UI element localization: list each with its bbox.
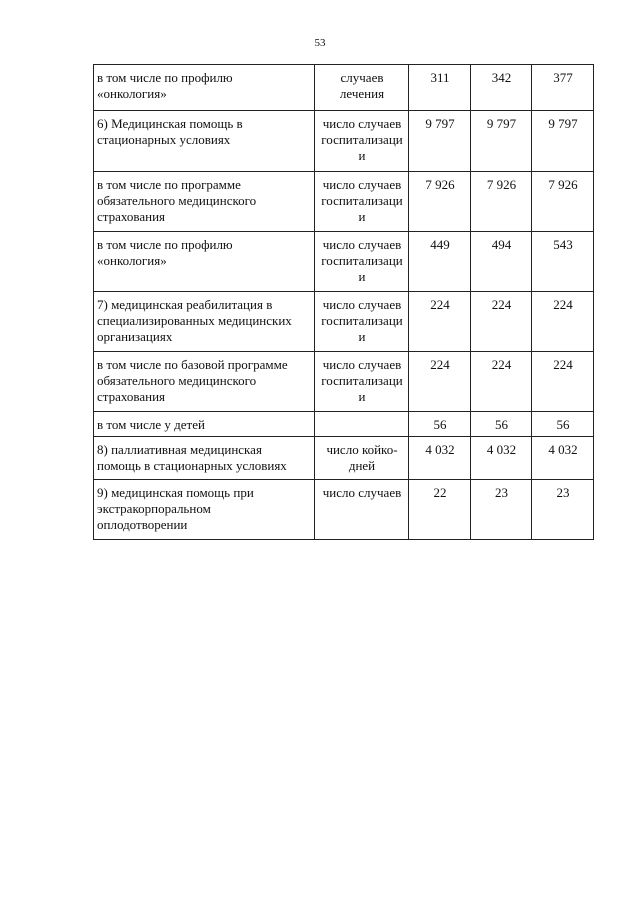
row-unit-cell — [315, 292, 409, 352]
row-name: в том числе по профилю «онкология» — [97, 70, 233, 101]
value-cell-3: 9 797 — [532, 111, 594, 172]
row-name: 7) медицинская реабилитация в специализированных медицинских организациях — [97, 297, 292, 344]
row-unit-cell — [315, 172, 409, 232]
row-name-cell — [94, 111, 315, 172]
value-cell-1: 224 — [409, 292, 471, 352]
table-row — [94, 437, 594, 480]
row-name-cell — [94, 412, 315, 437]
row-name: 9) медицинская помощь при экстракорпоральном оплодотворении — [97, 485, 254, 532]
table-row — [94, 111, 594, 172]
value-cell-2: 342 — [471, 65, 532, 111]
value-cell-1: 311 — [409, 65, 471, 111]
row-unit-cell — [315, 412, 409, 437]
table-row — [94, 292, 594, 352]
value-cell-2: 224 — [471, 292, 532, 352]
row-name: в том числе по базовой программе обязательного медицинского страхования — [97, 357, 288, 404]
value-cell-3: 377 — [532, 65, 594, 111]
table-row — [94, 480, 594, 540]
value-cell-1: 449 — [409, 232, 471, 292]
row-unit-cell — [315, 352, 409, 412]
row-unit-cell — [315, 65, 409, 111]
value-cell-2: 56 — [471, 412, 532, 437]
value-cell-1: 7 926 — [409, 172, 471, 232]
row-unit: число случаев госпитализаци и — [321, 297, 403, 344]
row-name: в том числе по профилю «онкология» — [97, 237, 233, 268]
row-name-cell — [94, 65, 315, 111]
row-name-cell — [94, 232, 315, 292]
table-row — [94, 232, 594, 292]
value-cell-1: 22 — [409, 480, 471, 540]
value-cell-3: 56 — [532, 412, 594, 437]
row-unit: число случаев — [322, 485, 402, 500]
row-name-cell — [94, 292, 315, 352]
data-table — [93, 64, 594, 540]
value-cell-2: 224 — [471, 352, 532, 412]
row-name: в том числе по программе обязательного медицинского страхования — [97, 177, 257, 224]
table-row — [94, 352, 594, 412]
value-cell-3: 7 926 — [532, 172, 594, 232]
value-cell-3: 543 — [532, 232, 594, 292]
value-cell-1: 9 797 — [409, 111, 471, 172]
value-cell-2: 4 032 — [471, 437, 532, 480]
row-unit: случаев лечения — [339, 70, 385, 101]
value-cell-3: 4 032 — [532, 437, 594, 480]
table-row — [94, 65, 594, 111]
row-unit-cell — [315, 232, 409, 292]
row-name: 8) паллиативная медицинская помощь в стационарных условиях — [97, 442, 287, 473]
row-name-cell — [94, 352, 315, 412]
page-number: 53 — [314, 37, 326, 49]
table-row — [94, 172, 594, 232]
row-name: 6) Медицинская помощь в стационарных условиях — [97, 116, 243, 147]
value-cell-2: 23 — [471, 480, 532, 540]
value-cell-3: 23 — [532, 480, 594, 540]
row-unit: число случаев госпитализаци и — [321, 116, 403, 163]
row-name-cell — [94, 437, 315, 480]
row-unit-cell — [315, 480, 409, 540]
value-cell-1: 56 — [409, 412, 471, 437]
value-cell-2: 7 926 — [471, 172, 532, 232]
row-unit-cell — [315, 437, 409, 480]
table-row — [94, 412, 594, 437]
row-unit: число случаев госпитализаци и — [321, 177, 403, 224]
row-unit: число случаев госпитализаци и — [321, 237, 403, 284]
value-cell-3: 224 — [532, 352, 594, 412]
value-cell-2: 494 — [471, 232, 532, 292]
value-cell-1: 224 — [409, 352, 471, 412]
row-unit-cell — [315, 111, 409, 172]
row-unit: число случаев госпитализаци и — [321, 357, 403, 404]
value-cell-2: 9 797 — [471, 111, 532, 172]
row-name: в том числе у детей — [97, 417, 205, 432]
value-cell-3: 224 — [532, 292, 594, 352]
row-name-cell — [94, 172, 315, 232]
row-unit: число койко- дней — [326, 442, 398, 473]
row-name-cell — [94, 480, 315, 540]
value-cell-1: 4 032 — [409, 437, 471, 480]
